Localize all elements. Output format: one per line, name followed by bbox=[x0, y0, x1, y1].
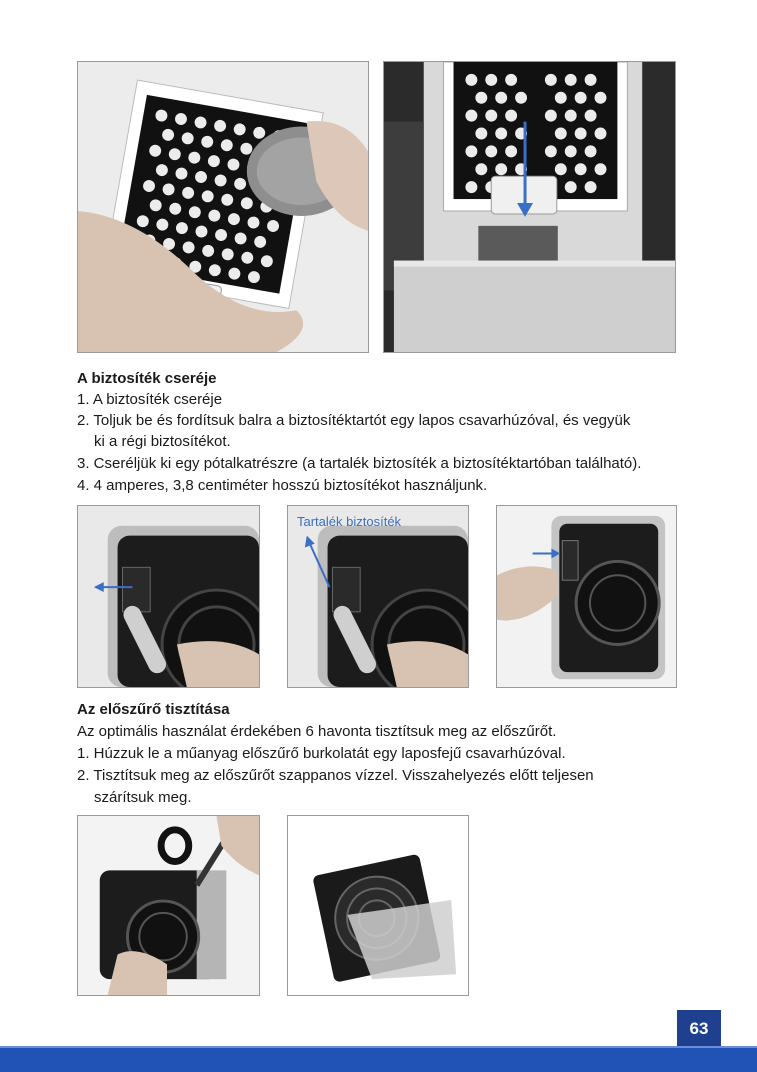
fuse-insert-illustration bbox=[497, 506, 676, 687]
prefilter-step-2: 2. Tisztítsuk meg az előszűrőt szappanos vízzel. Visszahelyezés előtt teljesen bbox=[77, 767, 594, 784]
prefilter-step-2-cont: szárítsuk meg. bbox=[94, 789, 192, 806]
spare-fuse-callout: Tartalék biztosíték bbox=[297, 514, 402, 529]
prefilter-clean-illustration bbox=[288, 816, 468, 995]
fuse-heading: A biztosíték cseréje bbox=[77, 370, 217, 387]
photo-prefilter-remove bbox=[77, 815, 260, 996]
fuse-step-2: 2. Toljuk be és fordítsuk balra a biztosítéktartót egy lapos csavarhúzóval, és vegyük bbox=[77, 412, 631, 429]
page-number: 63 bbox=[677, 1010, 721, 1048]
fuse-step-3: 3. Cseréljük ki egy pótalkatrészre (a tartalék biztosíték a biztosítéktartóban található). bbox=[77, 455, 642, 472]
fuse-step-4: 4. 4 amperes, 3,8 centiméter hosszú biztosítékot használjunk. bbox=[77, 477, 488, 494]
prefilter-remove-illustration bbox=[78, 816, 259, 995]
photo-prefilter-clean bbox=[287, 815, 469, 996]
photo-fuse-holder-insert bbox=[496, 505, 677, 688]
prefilter-intro: Az optimális használat érdekében 6 havonta tisztítsuk meg az előszűrőt. bbox=[77, 723, 557, 740]
fuse-pull-illustration bbox=[78, 506, 259, 687]
insert-plate-illustration bbox=[384, 62, 675, 352]
prefilter-step-1: 1. Húzzuk le a műanyag előszűrő burkolatát egy laposfejű csavarhúzóval. bbox=[77, 745, 566, 762]
photo-insert-plate bbox=[383, 61, 676, 353]
cleaning-plate-illustration bbox=[78, 62, 368, 352]
fuse-step-1: 1. A biztosíték cseréje bbox=[77, 391, 223, 408]
photo-fuse-holder-pull bbox=[77, 505, 260, 688]
spare-fuse-illustration bbox=[288, 506, 468, 687]
photo-cleaning-plate bbox=[77, 61, 369, 353]
fuse-step-2-cont: ki a régi biztosítékot. bbox=[94, 433, 231, 450]
footer-bar bbox=[0, 1048, 757, 1072]
prefilter-heading: Az előszűrő tisztítása bbox=[77, 701, 230, 718]
photo-spare-fuse bbox=[287, 505, 469, 688]
